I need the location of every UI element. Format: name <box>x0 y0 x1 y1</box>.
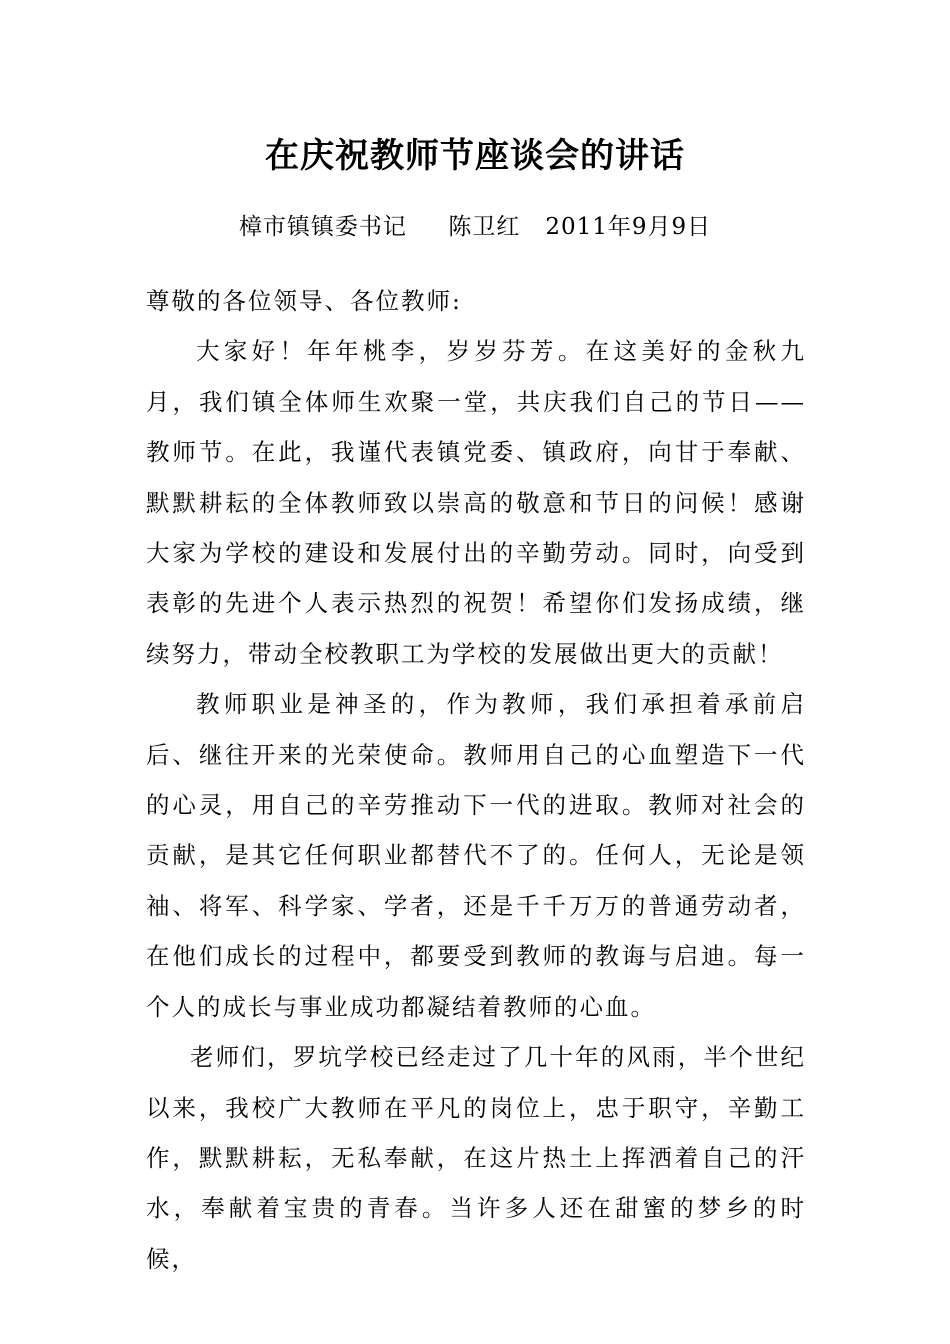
paragraph-1: 大家好！年年桃李，岁岁芬芳。在这美好的金秋九月，我们镇全体师生欢聚一堂，共庆我们自己的节日——教师节。在此，我谨代表镇党委、镇政府，向甘于奉献、默默耕耘的全体教师致以崇高的敬意和节日的问候！感谢大家为学校的建设和发展付出的辛勤劳动。同时，向受到表彰的先进个人表示热烈的祝贺！希望你们发扬成绩，继续努力，带动全校教职工为学校的发展做出更大的贡献！ <box>146 337 806 668</box>
paragraph-2: 教师职业是神圣的，作为教师，我们承担着承前启后、继往开来的光荣使命。教师用自己的心血塑造下一代的心灵，用自己的辛劳推动下一代的进取。教师对社会的贡献，是其它任何职业都替代不了的。任何人，无论是领袖、将军、科学家、学者，还是千千万万的普通劳动者，在他们成长的过程中，都要受到教师的教诲与启迪。每一个人的成长与事业成功都凝结着教师的心血。 <box>146 690 806 1021</box>
document-title: 在庆祝教师节座谈会的讲话 <box>265 136 685 176</box>
document-body <box>146 276 806 1284</box>
paragraph-3: 老师们，罗坑学校已经走过了几十年的风雨，半个世纪以来，我校广大教师在平凡的岗位上，忠于职守，辛勤工作，默默耕耘，无私奉献，在这片热土上挥洒着自己的汗水，奉献着宝贵的青春。当许多人还在甜蜜的梦乡的时候， <box>146 1043 806 1273</box>
salutation: 尊敬的各位领导、各位教师: <box>146 287 462 315</box>
document-byline: 樟市镇镇委书记 陈卫红 2011年9月9日 <box>238 214 712 240</box>
